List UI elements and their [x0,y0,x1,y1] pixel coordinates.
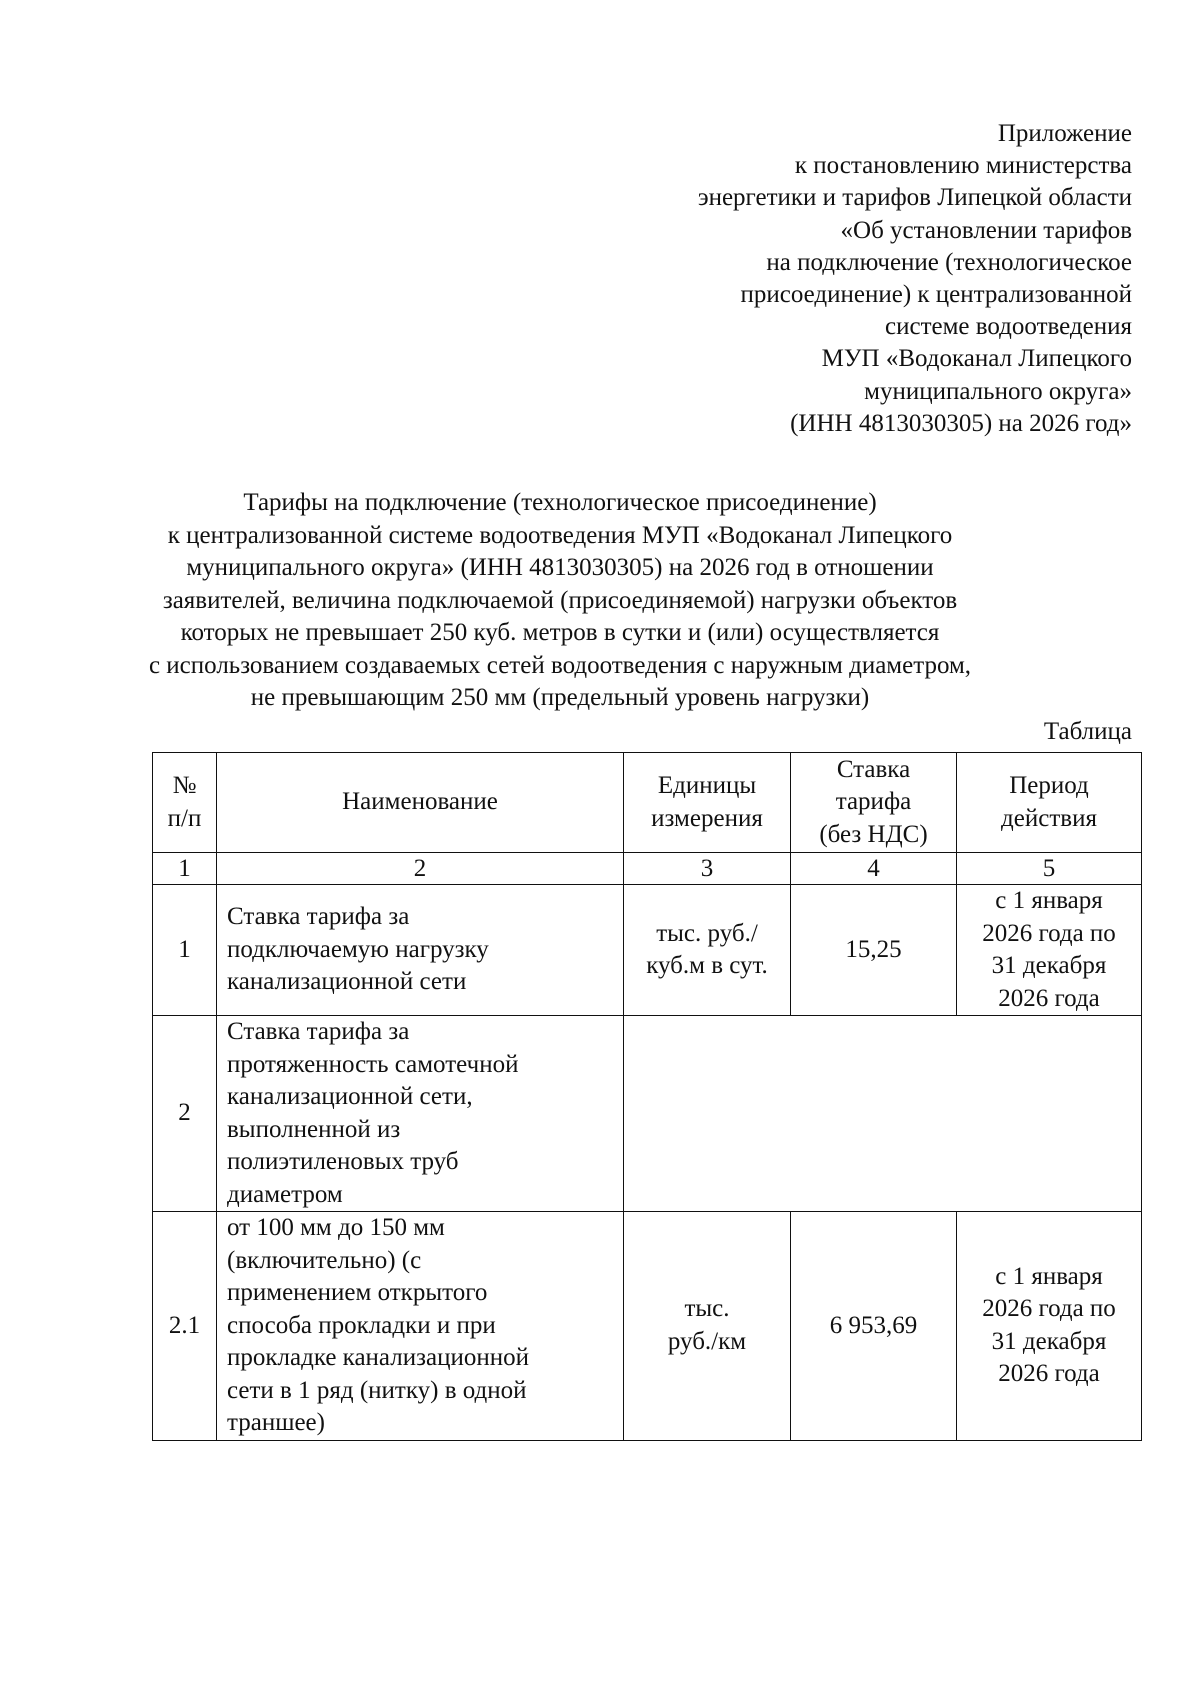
row-rate: 15,25 [791,885,957,1016]
appendix-header [532,118,1132,440]
row-name: от 100 мм до 150 мм (включительно) (с применением открытого способа прокладки и при прокладке канализационной сети в 1 ряд (нитку) в одной траншее) [217,1212,624,1441]
appendix-line: муниципального округа» [864,377,1132,405]
row-period: с 1 января 2026 года по 31 декабря 2026 года [957,1212,1142,1441]
column-number: 4 [791,853,957,885]
appendix-line: к постановлению министерства [794,152,1132,180]
column-number: 3 [624,853,791,885]
row-num: 2 [153,1016,217,1212]
row-name: Ставка тарифа за подключаемую нагрузку канализационной сети [217,885,624,1016]
appendix-line: (ИНН 4813030305) на 2026 год» [790,409,1132,437]
table-row [153,1212,1142,1441]
title-line: не превышающим 250 мм (предельный уровень нагрузки) [250,684,870,711]
tariff-table [152,752,1142,1441]
title-line: с использованием создаваемых сетей водоотведения с наружным диаметром, [148,651,972,679]
header-name: Наименование [217,753,624,853]
row-empty-merged [624,1016,1142,1212]
header-unit: Единицы измерения [624,753,791,853]
title-line: муниципального округа» (ИНН 4813030305) на 2026 год в отношении [186,554,934,581]
appendix-line: энергетики и тарифов Липецкой области [697,184,1132,212]
table-row [153,1016,1142,1212]
header-period: Период действия [957,753,1142,853]
header-rate: Ставка тарифа (без НДС) [791,753,957,853]
column-number: 5 [957,853,1142,885]
title-line: заявителей, величина подключаемой (присоединяемой) нагрузки объектов [162,586,958,614]
appendix-line: Приложение [997,120,1132,147]
document-title [60,487,1060,715]
title-line: Тарифы на подключение (технологическое присоединение) [243,489,877,516]
row-name: Ставка тарифа за протяженность самотечной канализационной сети, выполненной из полиэтиленовых труб диаметром [217,1016,624,1212]
column-number-row [153,853,1142,885]
table-header-row [153,753,1142,853]
row-num: 2.1 [153,1212,217,1441]
title-line: которых не превышает 250 куб. метров в сутки и (или) осуществляется [180,619,940,646]
row-num: 1 [153,885,217,1016]
appendix-line: присоединение) к централизованной [740,281,1132,309]
appendix-line: «Об установлении тарифов [840,216,1132,244]
table-caption: Таблица [1043,718,1132,745]
column-number: 1 [153,853,217,885]
row-unit: тыс. руб./км [624,1212,791,1441]
row-period: с 1 января 2026 года по 31 декабря 2026 года [957,885,1142,1016]
row-rate: 6 953,69 [791,1212,957,1441]
appendix-line: системе водоотведения [885,313,1132,341]
appendix-line: на подключение (технологическое [766,248,1132,276]
table-row [153,885,1142,1016]
appendix-line: МУП «Водоканал Липецкого [821,345,1132,373]
header-num: № п/п [153,753,217,853]
title-line: к централизованной системе водоотведения МУП «Водоканал Липецкого [167,521,953,549]
row-unit: тыс. руб./ куб.м в сут. [624,885,791,1016]
column-number: 2 [217,853,624,885]
